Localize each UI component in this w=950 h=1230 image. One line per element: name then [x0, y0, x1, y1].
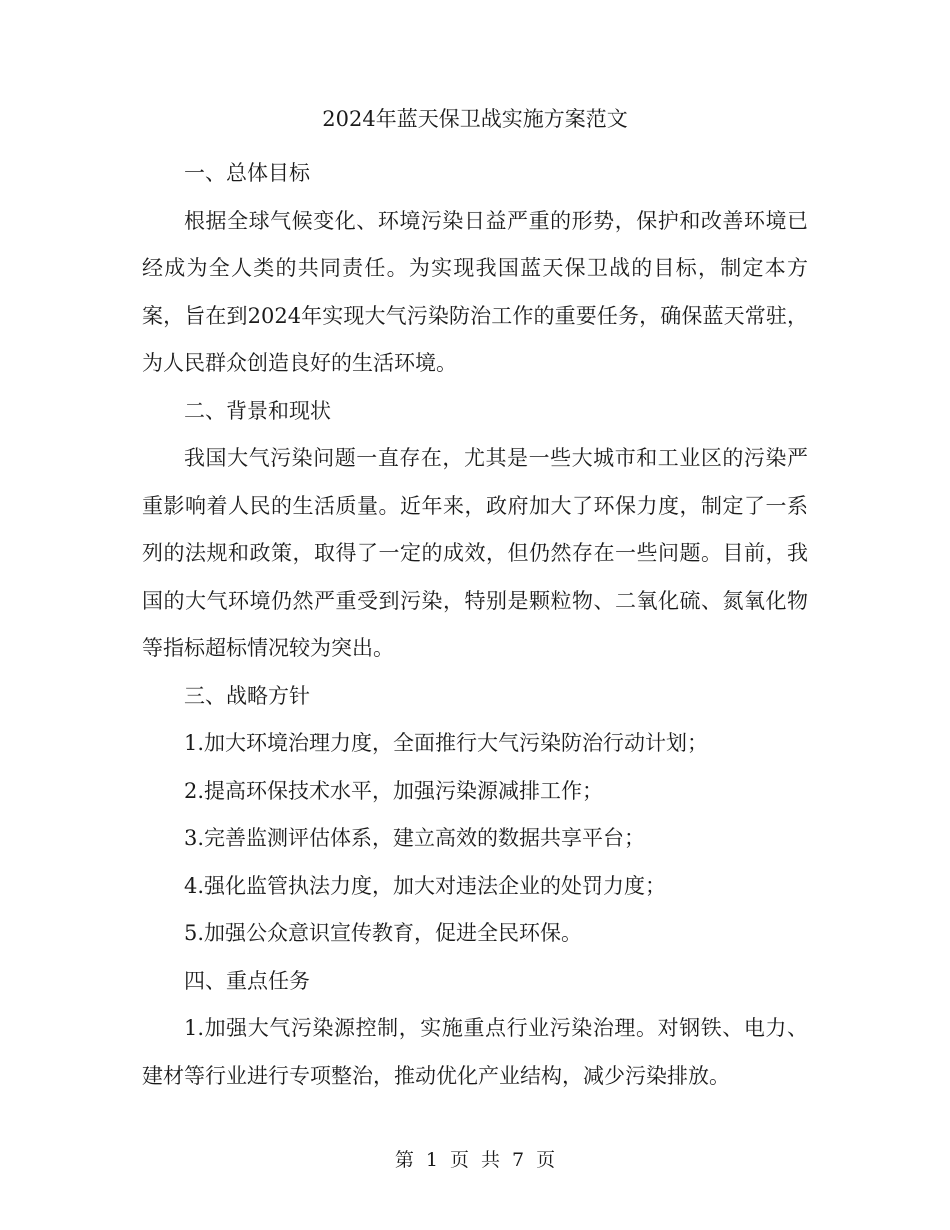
strategy-item-1: 1.加大环境治理力度，全面推行大气污染防治行动计划；	[184, 731, 709, 755]
strategy-item-5: 5.加强公众意识宣传教育，促进全民环保。	[184, 921, 583, 945]
strategy-item-2: 2.提高环保技术水平，加强污染源减排工作；	[184, 778, 604, 803]
page-footer: 第 1 页 共 7 页	[394, 1149, 556, 1171]
section-heading-overall-goal: 一、总体目标	[184, 161, 310, 185]
section-heading-strategy: 三、战略方针	[184, 683, 310, 708]
section-heading-background: 二、背景和现状	[184, 398, 331, 423]
key-task-item-1: 1.加强大气污染源控制，实施重点行业污染治理。对钢铁、电力、建材等行业进行专项整治，推动优化产业结构，减少污染排放。	[142, 1016, 808, 1088]
strategy-item-4: 4.强化监管执法力度，加大对违法企业的处罚力度；	[184, 873, 667, 898]
paragraph-overall-goal: 根据全球气候变化、环境污染日益严重的形势，保护和改善环境已经成为全人类的共同责任。为实现我国蓝天保卫战的目标，制定本方案，旨在到2024年实现大气污染防治工作的重要任务，确保蓝天常驻，为人民群众创造良好的生活环境。	[142, 208, 808, 375]
document-title: 2024年蓝天保卫战实施方案范文	[322, 107, 628, 131]
document-body	[142, 150, 808, 1100]
strategy-item-3: 3.完善监测评估体系，建立高效的数据共享平台；	[184, 826, 646, 850]
paragraph-background: 我国大气污染问题一直存在，尤其是一些大城市和工业区的污染严重影响着人民的生活质量。近年来，政府加大了环保力度，制定了一系列的法规和政策，取得了一定的成效，但仍然存在一些问题。目前，我国的大气环境仍然严重受到污染，特别是颗粒物、二氧化硫、氮氧化物等指标超标情况较为突出。	[142, 446, 808, 660]
section-heading-key-tasks: 四、重点任务	[184, 968, 310, 993]
